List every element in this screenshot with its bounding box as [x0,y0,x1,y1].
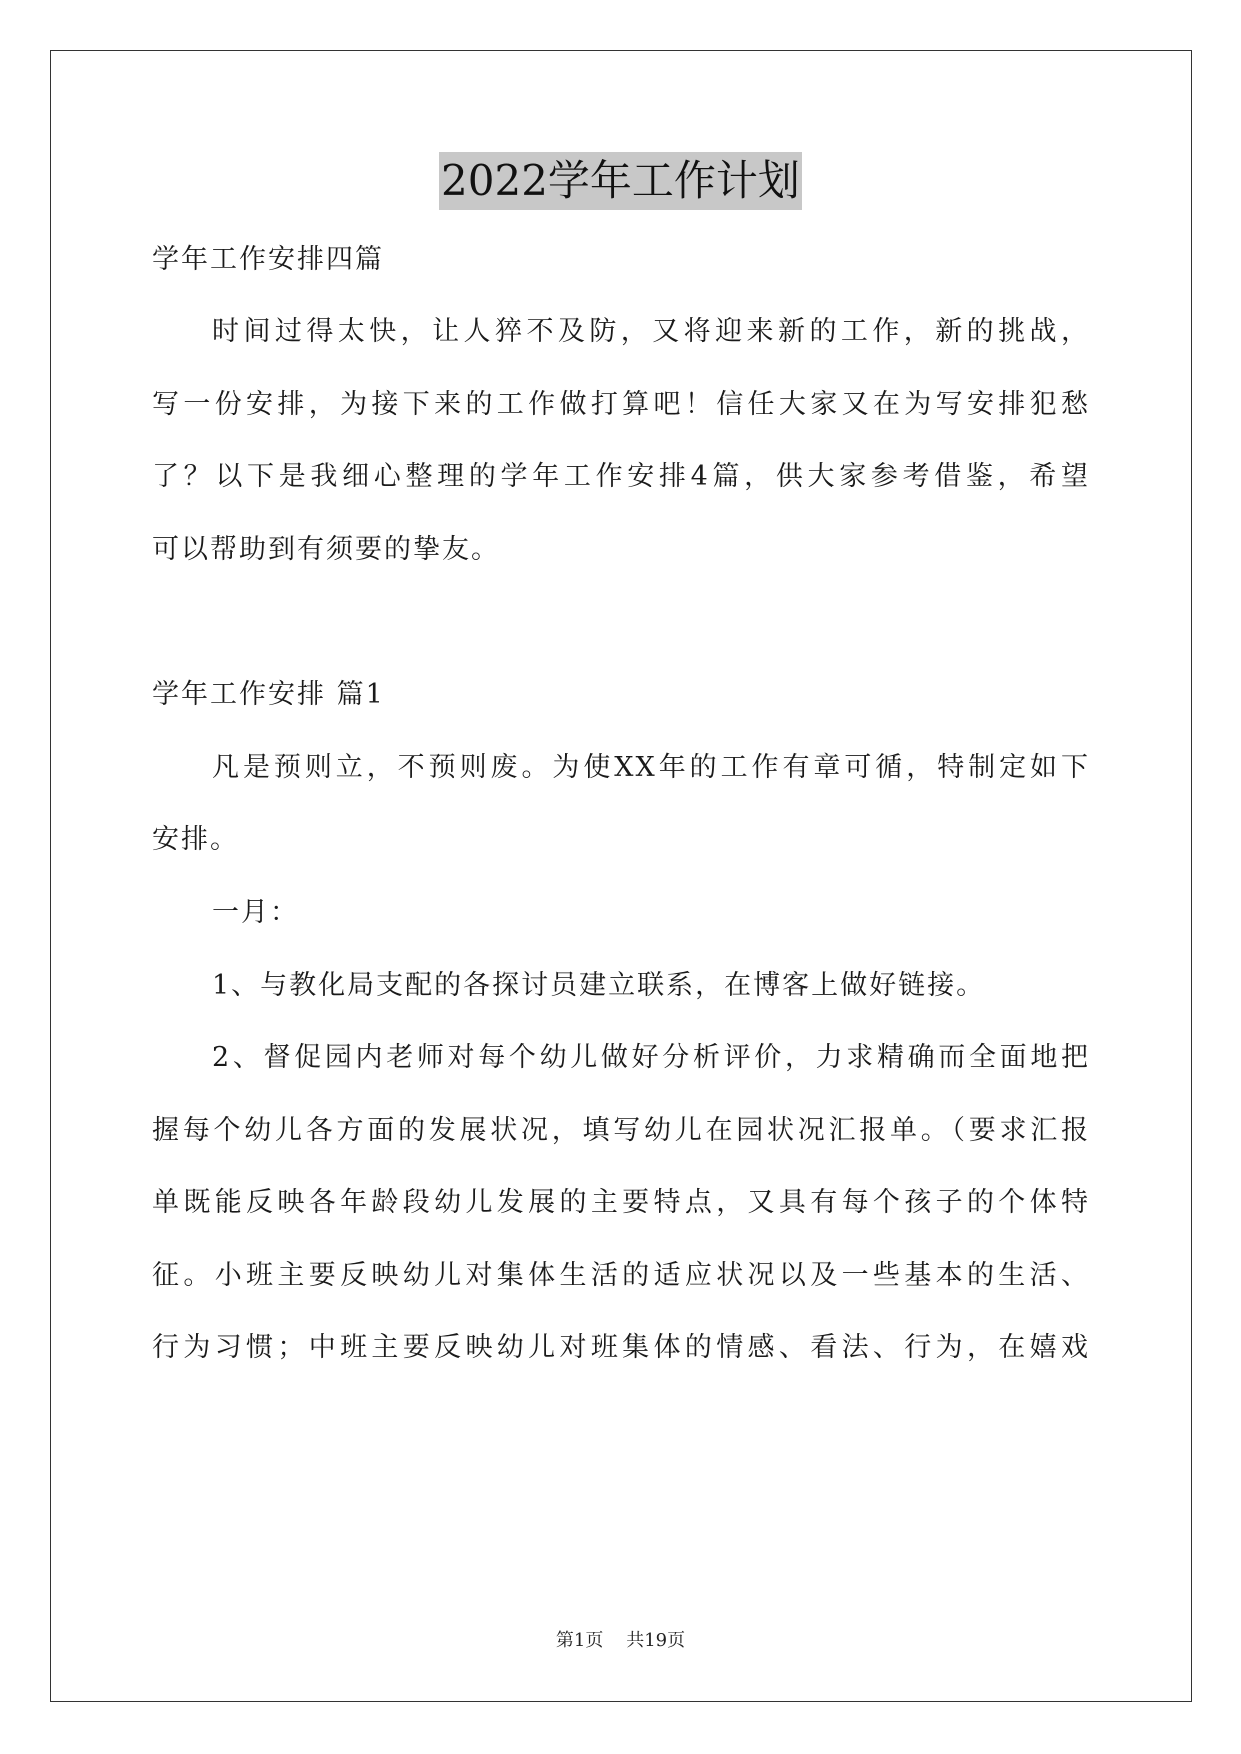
section-line-5: 2、督促园内老师对每个幼儿做好分析评价，力求精确而全面地把 [212,1042,1090,1073]
section-line-8: 征。小班主要反映幼儿对集体生活的适应状况以及一些基本的生活、 [152,1260,1090,1291]
section-line-4: 1、与教化局支配的各探讨员建立联系，在博客上做好链接。 [212,970,986,1001]
page-border [50,50,1192,1702]
section-heading: 学年工作安排 篇1 [152,679,385,710]
section-line-3: 一月： [212,897,299,928]
document-subtitle: 学年工作安排四篇 [152,244,384,275]
document-title: 2022学年工作计划 [439,152,802,210]
section-line-7: 单既能反映各年龄段幼儿发展的主要特点，又具有每个孩子的个体特 [152,1187,1090,1218]
section-line-9: 行为习惯；中班主要反映幼儿对班集体的情感、看法、行为，在嬉戏 [152,1332,1090,1363]
section-line-2: 安排。 [152,824,239,855]
title-container [0,152,1241,210]
section-line-1: 凡是预则立，不预则废。为使XX年的工作有章可循，特制定如下 [212,752,1090,783]
total-pages: 共19页 [626,1630,686,1651]
intro-line-4: 可以帮助到有须要的挚友。 [152,534,500,565]
intro-line-1: 时间过得太快，让人猝不及防，又将迎来新的工作，新的挑战， [212,316,1090,347]
section-line-6: 握每个幼儿各方面的发展状况，填写幼儿在园状况汇报单。（要求汇报 [152,1115,1090,1146]
intro-line-3: 了？以下是我细心整理的学年工作安排4篇，供大家参考借鉴，希望 [152,461,1090,492]
page-number: 第1页 [555,1630,604,1651]
intro-line-2: 写一份安排，为接下来的工作做打算吧！信任大家又在为写安排犯愁 [152,389,1090,420]
page-footer [0,1629,1241,1653]
